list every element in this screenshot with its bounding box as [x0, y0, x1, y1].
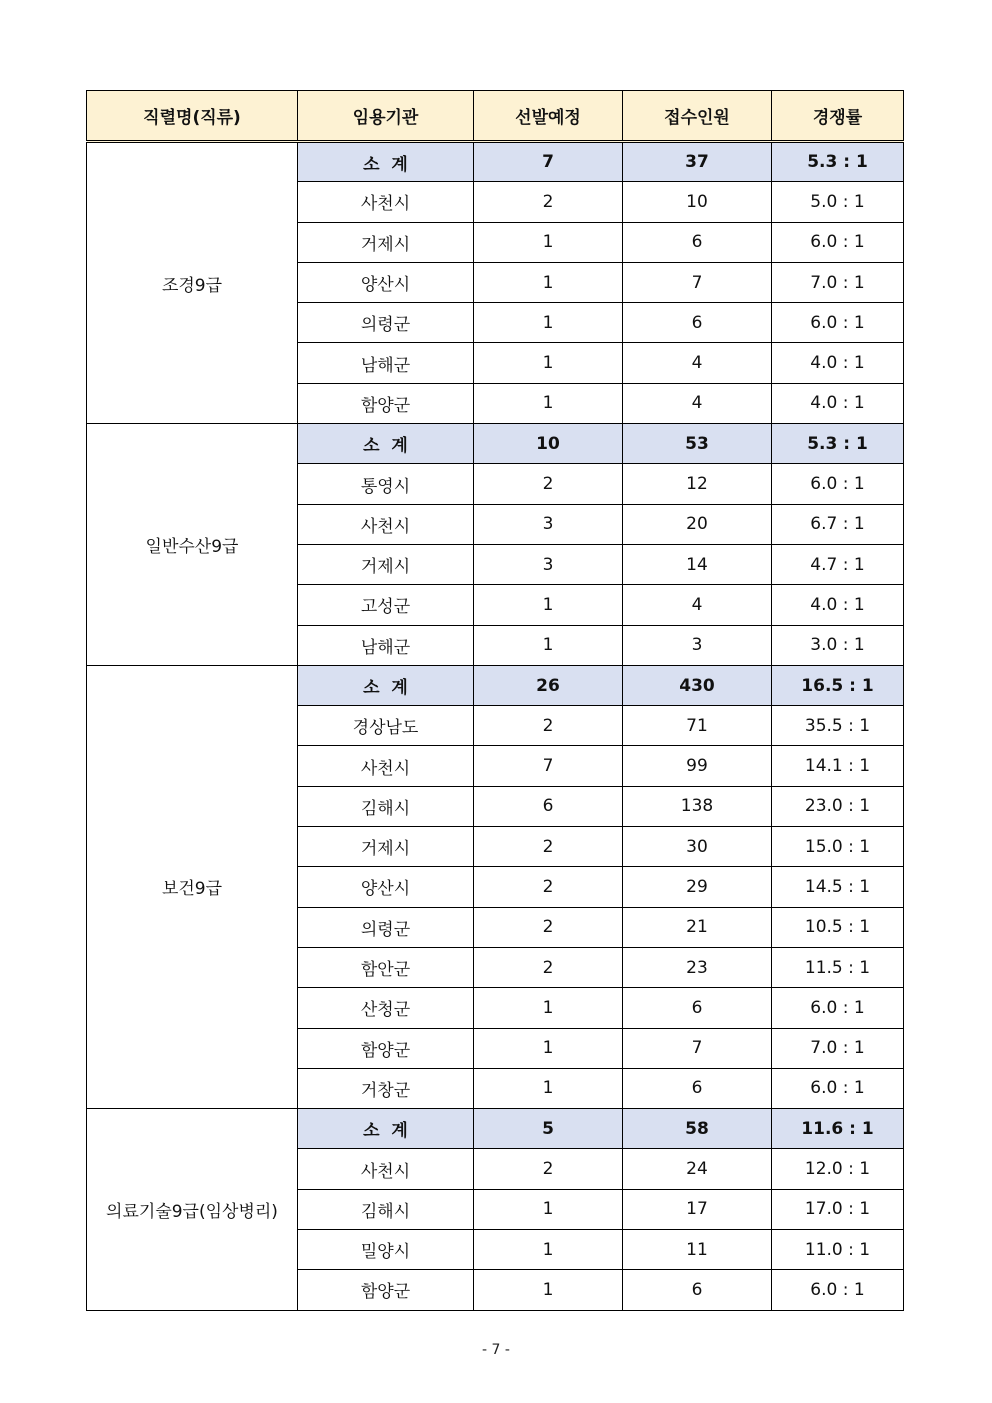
agency-cell: 양산시 — [298, 867, 474, 907]
agency-cell: 함양군 — [298, 383, 474, 423]
applicants-cell: 12 — [623, 464, 772, 504]
planned-cell: 1 — [474, 222, 623, 262]
agency-cell: 고성군 — [298, 585, 474, 625]
ratio-cell: 11.0 : 1 — [772, 1230, 904, 1270]
applicants-cell: 4 — [623, 343, 772, 383]
agency-cell: 통영시 — [298, 464, 474, 504]
planned-cell: 1 — [474, 585, 623, 625]
applicants-cell: 6 — [623, 1068, 772, 1108]
planned-cell: 3 — [474, 504, 623, 544]
ratio-cell: 14.1 : 1 — [772, 746, 904, 786]
ratio-cell: 4.0 : 1 — [772, 343, 904, 383]
agency-cell: 함안군 — [298, 947, 474, 987]
agency-cell: 거제시 — [298, 827, 474, 867]
applicants-cell: 3 — [623, 625, 772, 665]
ratio-cell: 6.0 : 1 — [772, 222, 904, 262]
planned-cell: 6 — [474, 786, 623, 826]
ratio-cell: 6.0 : 1 — [772, 1068, 904, 1108]
ratio-cell: 4.0 : 1 — [772, 585, 904, 625]
ratio-cell: 5.3 : 1 — [772, 142, 904, 182]
applicants-cell: 6 — [623, 303, 772, 343]
header-row — [87, 91, 904, 142]
applicants-cell: 4 — [623, 383, 772, 423]
agency-cell: 사천시 — [298, 182, 474, 222]
agency-cell: 남해군 — [298, 625, 474, 665]
ratio-cell: 35.5 : 1 — [772, 706, 904, 746]
agency-cell: 사천시 — [298, 1149, 474, 1189]
page-number: - 7 - — [482, 1342, 510, 1358]
planned-cell: 2 — [474, 706, 623, 746]
agency-cell: 밀양시 — [298, 1230, 474, 1270]
planned-cell: 1 — [474, 1068, 623, 1108]
subtotal-row — [87, 1109, 904, 1149]
ratio-cell: 3.0 : 1 — [772, 625, 904, 665]
category-cell: 의료기술9급(임상병리) — [87, 1109, 298, 1310]
applicants-cell: 30 — [623, 827, 772, 867]
planned-cell: 7 — [474, 746, 623, 786]
applicants-cell: 24 — [623, 1149, 772, 1189]
planned-cell: 1 — [474, 1189, 623, 1229]
planned-cell: 5 — [474, 1109, 623, 1149]
applicants-cell: 6 — [623, 1270, 772, 1310]
table-header — [87, 91, 904, 142]
agency-cell: 산청군 — [298, 988, 474, 1028]
applicants-cell: 23 — [623, 947, 772, 987]
agency-cell: 소 계 — [298, 424, 474, 464]
applicants-cell: 4 — [623, 585, 772, 625]
planned-cell: 10 — [474, 424, 623, 464]
applicants-cell: 99 — [623, 746, 772, 786]
planned-cell: 1 — [474, 262, 623, 302]
header-applicants: 접수인원 — [623, 91, 772, 142]
table-body — [87, 142, 904, 1311]
agency-cell: 거제시 — [298, 544, 474, 584]
ratio-cell: 14.5 : 1 — [772, 867, 904, 907]
applicants-cell: 7 — [623, 1028, 772, 1068]
applicants-cell: 20 — [623, 504, 772, 544]
applicants-cell: 11 — [623, 1230, 772, 1270]
agency-cell: 거창군 — [298, 1068, 474, 1108]
applicants-cell: 10 — [623, 182, 772, 222]
header-agency: 임용기관 — [298, 91, 474, 142]
planned-cell: 1 — [474, 383, 623, 423]
applicants-cell: 7 — [623, 262, 772, 302]
ratio-cell: 15.0 : 1 — [772, 827, 904, 867]
ratio-cell: 7.0 : 1 — [772, 1028, 904, 1068]
agency-cell: 김해시 — [298, 1189, 474, 1229]
applicants-cell: 6 — [623, 988, 772, 1028]
header-category: 직렬명(직류) — [87, 91, 298, 142]
applicants-cell: 6 — [623, 222, 772, 262]
ratio-cell: 6.0 : 1 — [772, 303, 904, 343]
agency-cell: 소 계 — [298, 142, 474, 182]
agency-cell: 의령군 — [298, 907, 474, 947]
agency-cell: 남해군 — [298, 343, 474, 383]
planned-cell: 2 — [474, 464, 623, 504]
ratio-cell: 6.0 : 1 — [772, 464, 904, 504]
category-cell: 조경9급 — [87, 142, 298, 424]
ratio-cell: 12.0 : 1 — [772, 1149, 904, 1189]
subtotal-row — [87, 665, 904, 705]
planned-cell: 3 — [474, 544, 623, 584]
category-cell: 보건9급 — [87, 665, 298, 1108]
applicants-cell: 71 — [623, 706, 772, 746]
agency-cell: 양산시 — [298, 262, 474, 302]
planned-cell: 7 — [474, 142, 623, 182]
applicants-cell: 21 — [623, 907, 772, 947]
subtotal-row — [87, 424, 904, 464]
agency-cell: 경상남도 — [298, 706, 474, 746]
applicants-cell: 58 — [623, 1109, 772, 1149]
planned-cell: 1 — [474, 343, 623, 383]
subtotal-row — [87, 142, 904, 182]
planned-cell: 1 — [474, 1270, 623, 1310]
applicants-cell: 14 — [623, 544, 772, 584]
applicants-cell: 29 — [623, 867, 772, 907]
applicants-cell: 37 — [623, 142, 772, 182]
header-planned: 선발예정 — [474, 91, 623, 142]
ratio-cell: 5.0 : 1 — [772, 182, 904, 222]
ratio-cell: 4.7 : 1 — [772, 544, 904, 584]
ratio-cell: 16.5 : 1 — [772, 665, 904, 705]
planned-cell: 1 — [474, 303, 623, 343]
planned-cell: 26 — [474, 665, 623, 705]
agency-cell: 거제시 — [298, 222, 474, 262]
agency-cell: 소 계 — [298, 1109, 474, 1149]
ratio-cell: 6.0 : 1 — [772, 988, 904, 1028]
agency-cell: 사천시 — [298, 504, 474, 544]
category-cell: 일반수산9급 — [87, 424, 298, 666]
planned-cell: 2 — [474, 827, 623, 867]
applicants-cell: 138 — [623, 786, 772, 826]
agency-cell: 김해시 — [298, 786, 474, 826]
applicants-cell: 53 — [623, 424, 772, 464]
planned-cell: 2 — [474, 1149, 623, 1189]
ratio-cell: 6.7 : 1 — [772, 504, 904, 544]
ratio-cell: 23.0 : 1 — [772, 786, 904, 826]
planned-cell: 2 — [474, 947, 623, 987]
ratio-cell: 11.6 : 1 — [772, 1109, 904, 1149]
ratio-cell: 11.5 : 1 — [772, 947, 904, 987]
ratio-cell: 17.0 : 1 — [772, 1189, 904, 1229]
planned-cell: 1 — [474, 625, 623, 665]
planned-cell: 2 — [474, 867, 623, 907]
agency-cell: 소 계 — [298, 665, 474, 705]
planned-cell: 1 — [474, 1230, 623, 1270]
agency-cell: 의령군 — [298, 303, 474, 343]
ratio-cell: 5.3 : 1 — [772, 424, 904, 464]
agency-cell: 함양군 — [298, 1028, 474, 1068]
planned-cell: 2 — [474, 907, 623, 947]
agency-cell: 함양군 — [298, 1270, 474, 1310]
agency-cell: 사천시 — [298, 746, 474, 786]
planned-cell: 1 — [474, 988, 623, 1028]
header-ratio: 경쟁률 — [772, 91, 904, 142]
applicants-cell: 430 — [623, 665, 772, 705]
planned-cell: 1 — [474, 1028, 623, 1068]
recruitment-table — [86, 90, 904, 1311]
ratio-cell: 10.5 : 1 — [772, 907, 904, 947]
ratio-cell: 4.0 : 1 — [772, 383, 904, 423]
planned-cell: 2 — [474, 182, 623, 222]
applicants-cell: 17 — [623, 1189, 772, 1229]
ratio-cell: 7.0 : 1 — [772, 262, 904, 302]
ratio-cell: 6.0 : 1 — [772, 1270, 904, 1310]
